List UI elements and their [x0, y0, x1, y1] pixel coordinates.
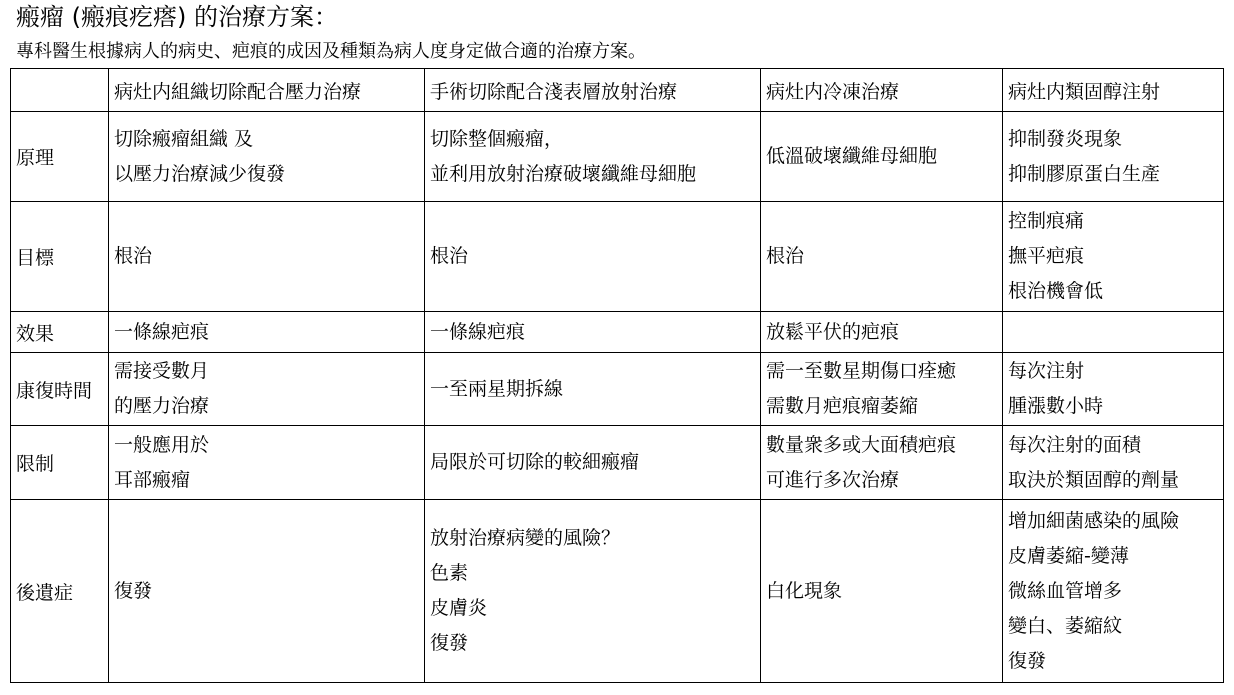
table-cell [425, 426, 761, 500]
table-row-goal [11, 202, 1224, 312]
cell-line: 並利用放射治療破壞纖維母細胞 [430, 162, 697, 185]
table-row-limitation [11, 426, 1224, 500]
cell-line: 放射治療病變的風險？ [430, 527, 621, 549]
cell-line: 的壓力治療 [114, 395, 210, 417]
cell-line: 皮膚萎縮-變薄 [1008, 544, 1129, 567]
cell-line: 放鬆平伏的疤痕 [766, 320, 900, 343]
cell-line: 抑制膠原蛋白生產 [1008, 162, 1161, 185]
treatment-comparison-table [10, 68, 1224, 683]
table-cell [761, 202, 1003, 312]
table-cell [761, 312, 1003, 353]
cell-line: 根治 [766, 245, 805, 267]
cell-line: 一條線疤痕 [430, 320, 526, 343]
column-header-surgery-radiation: 手術切除配合淺表層放射治療 [425, 69, 761, 112]
cell-line: 白化現象 [766, 579, 843, 602]
row-label-limitation: 限制 [11, 426, 109, 500]
cell-line: 一至兩星期拆線 [430, 377, 564, 400]
table-cell [109, 353, 425, 426]
table-cell [1003, 500, 1224, 683]
column-header-steroid-injection: 病灶内類固醇注射 [1003, 69, 1224, 112]
cell-line: 復發 [1008, 649, 1047, 672]
cell-line: 需數月疤痕瘤萎縮 [766, 395, 919, 417]
page-subtitle: 專科醫生根據病人的病史、疤痕的成因及種類為病人度身定做合適的治療方案。 [16, 41, 646, 62]
table-cell [761, 426, 1003, 500]
table-cell [1003, 426, 1224, 500]
row-label-goal: 目標 [11, 202, 109, 312]
table-cell [425, 353, 761, 426]
table-row-recovery-time [11, 353, 1224, 426]
cell-line: 增加細菌感染的風險 [1008, 509, 1180, 532]
table-cell [425, 312, 761, 353]
cell-line: 抑制發炎現象 [1008, 127, 1123, 150]
table-row-principle [11, 112, 1224, 202]
column-header-excision-pressure: 病灶内組織切除配合壓力治療 [109, 69, 425, 112]
cell-line: 以壓力治療減少復發 [114, 162, 286, 185]
table-cell [109, 312, 425, 353]
table-cell [109, 112, 425, 202]
cell-line: 需接受數月 [114, 360, 210, 382]
table-row-effect [11, 312, 1224, 353]
table-cell [109, 426, 425, 500]
table-cell [761, 353, 1003, 426]
cell-line: 切除整個瘢瘤， [430, 127, 564, 150]
table-cell [425, 112, 761, 202]
cell-line: 耳部瘢瘤 [114, 468, 191, 491]
cell-line: 切除瘢瘤組織 及 [114, 127, 254, 150]
table-cell [109, 500, 425, 683]
cell-line: 每次注射 [1008, 360, 1085, 382]
table-header-row [11, 69, 1224, 112]
cell-line: 數量衆多或大面積疤痕 [766, 433, 957, 456]
table-cell [761, 500, 1003, 683]
cell-line: 需一至數星期傷口痊癒 [766, 360, 957, 382]
page-title: 瘢瘤 (瘢痕疙瘩) 的治療方案： [16, 3, 338, 31]
row-label-recovery-time: 康復時間 [11, 353, 109, 426]
header-corner-cell [11, 69, 109, 112]
column-header-cryotherapy: 病灶内冷凍治療 [761, 69, 1003, 112]
table-cell [425, 202, 761, 312]
cell-line: 局限於可切除的較細瘢瘤 [430, 451, 640, 473]
table-cell [109, 202, 425, 312]
cell-line: 根治 [114, 245, 153, 267]
cell-line: 復發 [114, 579, 153, 602]
row-label-sequelae: 後遺症 [11, 500, 109, 683]
table-cell [1003, 112, 1224, 202]
cell-line: 復發 [430, 632, 469, 654]
cell-line: 撫平疤痕 [1008, 245, 1085, 267]
table-cell [1003, 202, 1224, 312]
cell-line: 控制痕痛 [1008, 210, 1085, 232]
table-cell [1003, 353, 1224, 426]
table-row-sequelae [11, 500, 1224, 683]
cell-line: 根治機會低 [1008, 280, 1104, 302]
cell-line: 色素 [430, 562, 469, 584]
empty-table-cell [1003, 312, 1224, 353]
cell-line: 一條線疤痕 [114, 320, 210, 343]
cell-line: 取決於類固醇的劑量 [1008, 468, 1180, 491]
cell-line: 皮膚炎 [430, 597, 488, 619]
cell-line: 變白、萎縮紋 [1008, 614, 1123, 637]
table-cell [425, 500, 761, 683]
row-label-principle: 原理 [11, 112, 109, 202]
cell-line: 每次注射的面積 [1008, 433, 1142, 456]
cell-line: 根治 [430, 245, 469, 267]
table-cell [761, 112, 1003, 202]
cell-line: 腫漲數小時 [1008, 395, 1104, 417]
cell-line: 可進行多次治療 [766, 468, 900, 491]
cell-line: 一般應用於 [114, 433, 210, 456]
row-label-effect: 效果 [11, 312, 109, 353]
cell-line: 微絲血管增多 [1008, 579, 1123, 602]
cell-line: 低溫破壞纖維母細胞 [766, 145, 938, 167]
